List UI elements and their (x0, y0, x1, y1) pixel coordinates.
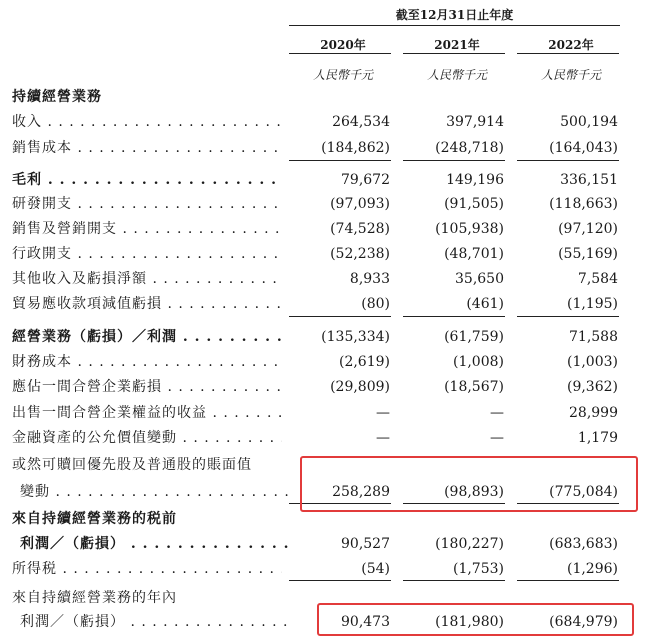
row-label: 貿易應收款項減值虧損 . . . (12, 293, 282, 315)
value-2020: (2,619) (338, 354, 390, 370)
value-2020: 8,933 (349, 271, 390, 287)
value-2021: (180,227) (435, 536, 504, 552)
subtotal-line (289, 580, 391, 581)
value-2020: (135,334) (321, 329, 390, 345)
value-2021: 149,196 (446, 172, 504, 188)
value-2020: 264,534 (332, 114, 390, 130)
table-row (0, 293, 660, 315)
period-header: 截至12月31日止年度 (395, 8, 514, 22)
subtotal-line (403, 316, 505, 317)
subtotal-line (289, 160, 391, 161)
table-row (0, 243, 660, 265)
value-2020: (74,528) (330, 221, 390, 237)
row-label: 變動 . . . (20, 481, 290, 503)
table-row (0, 268, 660, 290)
value-2021: 35,650 (455, 271, 504, 287)
value-2021: (91,505) (444, 196, 504, 212)
row-label: 利潤／（虧損） . . . (20, 533, 290, 555)
value-2022: (1,195) (566, 296, 618, 312)
value-2021: (248,718) (435, 140, 504, 156)
table-row (0, 218, 660, 240)
row-label: 收入 . . . (12, 111, 282, 133)
table-row (0, 558, 660, 580)
value-2022: (118,663) (549, 196, 618, 212)
value-2021: 397,914 (446, 114, 504, 130)
year-underline-2022 (517, 53, 619, 54)
table-row (0, 137, 660, 159)
value-2020: (97,093) (330, 196, 390, 212)
value-2022: (683,683) (549, 536, 618, 552)
value-2022: 500,194 (560, 114, 618, 130)
subtotal-line (517, 316, 619, 317)
value-2022: (55,169) (558, 246, 618, 262)
value-2020: (184,862) (321, 140, 390, 156)
value-2020: — (376, 405, 390, 421)
subtotal-line (517, 160, 619, 161)
value-2021: (181,980) (435, 614, 504, 630)
value-2020: (54) (361, 561, 390, 577)
table-row (0, 169, 660, 191)
value-2022: (164,043) (549, 140, 618, 156)
table-row (0, 376, 660, 398)
row-label: 經營業務（虧損）／利潤 . . . (12, 326, 282, 348)
value-2020: (52,238) (330, 246, 390, 262)
year-header-2022: 2022年 (548, 38, 594, 52)
table-row (0, 111, 660, 133)
year-underline-2021 (403, 53, 505, 54)
value-2022: (775,084) (549, 484, 618, 500)
value-2021: (98,893) (444, 484, 504, 500)
subtotal-line (403, 160, 505, 161)
value-2021: (1,008) (452, 354, 504, 370)
row-label: 來自持續經營業務的税前 (12, 511, 177, 527)
value-2020: — (376, 430, 390, 446)
value-2020: (80) (361, 296, 390, 312)
value-2022: (1,003) (566, 354, 618, 370)
value-2022: 28,999 (569, 405, 618, 421)
subtotal-line (517, 580, 619, 581)
row-label: 來自持續經營業務的年內 (12, 590, 177, 606)
value-2022: (684,979) (549, 614, 618, 630)
year-header-2021: 2021年 (434, 38, 480, 52)
row-label: 所得税 . . . (12, 558, 282, 580)
table-row (0, 326, 660, 348)
table-row (0, 193, 660, 215)
value-2022: (1,296) (566, 561, 618, 577)
table-row (0, 351, 660, 373)
value-2020: 90,473 (341, 614, 390, 630)
row-label: 其他收入及虧損淨額 . . . (12, 268, 282, 290)
value-2020: 258,289 (332, 484, 390, 500)
value-2021: (105,938) (435, 221, 504, 237)
value-2020: 79,672 (341, 172, 390, 188)
value-2022: (97,120) (558, 221, 618, 237)
unit-label-2021: 人民幣千元 (426, 68, 487, 82)
header-divider (289, 25, 620, 26)
highlight-box-fair-value-change (300, 456, 638, 512)
value-2021: — (490, 430, 504, 446)
table-row (0, 427, 660, 449)
value-2020: 90,527 (341, 536, 390, 552)
unit-label-2020: 人民幣千元 (312, 68, 373, 82)
row-label: 出售一間合營企業權益的收益 . . . (12, 402, 282, 424)
highlight-box-net-profit (317, 603, 634, 636)
row-label: 銷售成本 . . . (12, 137, 282, 159)
row-label: 利潤／（虧損） . . . (20, 611, 290, 633)
value-2020: (29,809) (330, 379, 390, 395)
value-2021: (1,753) (452, 561, 504, 577)
row-label: 金融資產的公允價值變動 . . . (12, 427, 282, 449)
value-2021: (48,701) (444, 246, 504, 262)
value-2022: 7,584 (577, 271, 618, 287)
row-label: 研發開支 . . . (12, 193, 282, 215)
row-label: 或然可贖回優先股及普通股的賬面值 (12, 457, 252, 473)
row-label: 毛利 . . . (12, 169, 282, 191)
year-header-2020: 2020年 (320, 38, 366, 52)
section-title: 持續經營業務 (12, 89, 102, 105)
value-2022: 1,179 (577, 430, 618, 446)
table-row (0, 533, 660, 555)
value-2022: 71,588 (569, 329, 618, 345)
table-row (0, 402, 660, 424)
value-2021: (61,759) (444, 329, 504, 345)
row-label: 行政開支 . . . (12, 243, 282, 265)
year-underline-2020 (289, 53, 391, 54)
subtotal-line (289, 316, 391, 317)
row-label: 應佔一間合營企業虧損 . . . (12, 376, 282, 398)
value-2022: (9,362) (566, 379, 618, 395)
subtotal-line (403, 580, 505, 581)
value-2022: 336,151 (560, 172, 618, 188)
row-label: 財務成本 . . . (12, 351, 282, 373)
unit-label-2022: 人民幣千元 (540, 68, 601, 82)
value-2021: — (490, 405, 504, 421)
value-2021: (18,567) (444, 379, 504, 395)
row-label: 銷售及營銷開支 . . . (12, 218, 282, 240)
value-2021: (461) (466, 296, 504, 312)
